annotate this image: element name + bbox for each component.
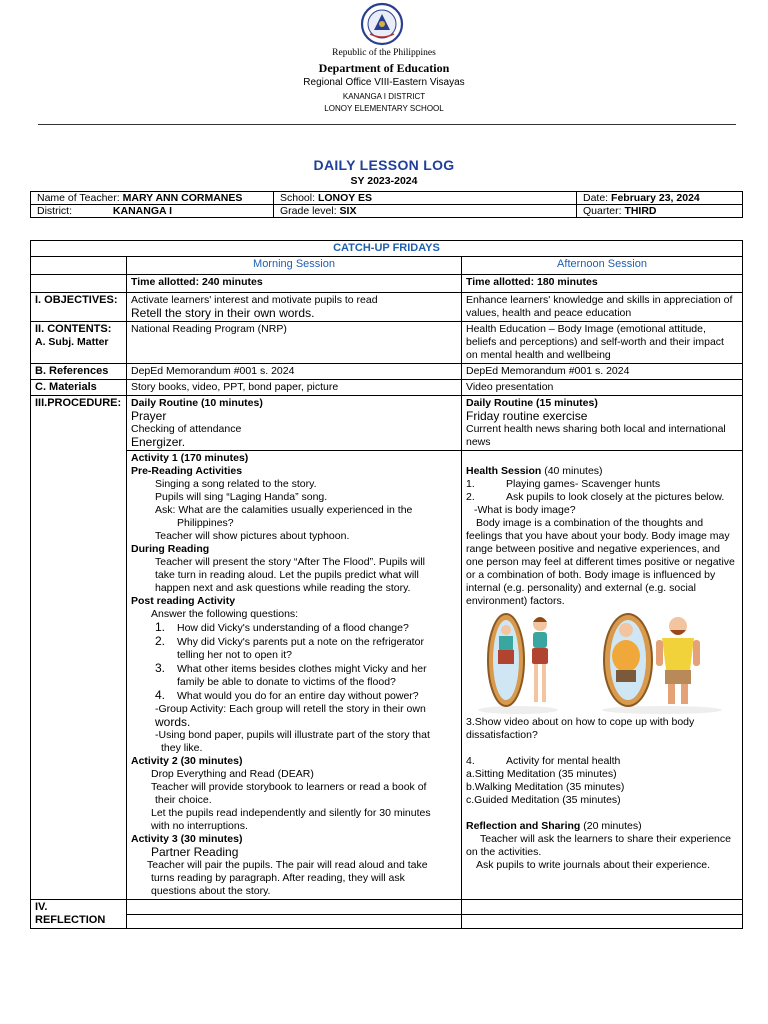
during-reading-text: happen next and ask questions while reading the story. — [155, 582, 411, 594]
pre-reading-item: Ask: What are the calamities usually experienced in the — [155, 504, 413, 516]
item-text: Guided Meditation (35 minutes) — [474, 794, 621, 806]
pre-reading-item: Singing a song related to the story. — [155, 478, 317, 490]
routine-item: Friday routine exercise — [466, 409, 588, 423]
question-text: How did Vicky's understanding of a flood change? — [177, 622, 409, 634]
reflection-sharing-heading — [466, 820, 738, 833]
objectives-morning — [127, 293, 462, 322]
bond-paper-text: -Using bond paper, pupils will illustrate part of the story that — [155, 729, 430, 741]
pre-reading-heading: Pre-Reading Activities — [131, 465, 243, 477]
teacher-cell — [31, 192, 274, 205]
reflection-text: Teacher will ask the learners to share their experience on the activities. — [466, 833, 731, 858]
objectives-label: I. OBJECTIVES: — [31, 293, 127, 322]
question-item: 3. What other items besides clothes might Vicky and her — [155, 661, 427, 675]
contents-label: II. CONTENTS: — [35, 323, 112, 335]
meditation-item — [466, 768, 738, 781]
references-morning: DepEd Memorandum #001 s. 2024 — [127, 364, 462, 380]
reflection-sharing-duration: (20 minutes) — [580, 820, 642, 832]
item-text: Sitting Meditation (35 minutes) — [474, 768, 617, 780]
lesson-table — [30, 240, 743, 929]
date-label: Date: — [583, 192, 609, 204]
reflection-morning — [127, 900, 462, 915]
quarter-cell — [577, 205, 743, 218]
partner-reading-text: Teacher will pair the pupils. The pair will read aloud and take — [147, 859, 428, 871]
dear-heading: Drop Everything and Read (DEAR) — [151, 768, 314, 780]
dear-text: Let the pupils read independently and silently for 30 minutes — [151, 807, 431, 819]
routine-heading: Daily Routine (10 minutes) — [131, 397, 263, 409]
item-letter: c. — [466, 794, 475, 806]
school-label: School: — [280, 192, 316, 204]
date-cell — [577, 192, 743, 205]
grade-label: Grade level: — [280, 205, 337, 217]
post-reading-heading: Post reading Activity — [131, 595, 236, 607]
objectives-afternoon: Enhance learners' knowledge and skills in appreciation of values, health and peace education — [462, 293, 743, 322]
reflection-afternoon — [462, 900, 743, 915]
item-text: Ask pupils to look closely at the pictures below. — [506, 491, 725, 503]
district-label: District: — [37, 205, 72, 217]
question-item: 2. Why did Vicky's parents put a note on the refrigerator — [155, 634, 424, 648]
region-line: Regional Office VIII-Eastern Visayas — [303, 77, 465, 88]
reflection-label — [31, 900, 127, 929]
objective-text: Activate learners' interest and motivate pupils to read — [131, 294, 378, 306]
references-afternoon: DepEd Memorandum #001 s. 2024 — [462, 364, 743, 380]
activity-heading: Activity 2 (30 minutes) — [131, 755, 243, 767]
teacher-label: Name of Teacher: — [37, 192, 120, 204]
teacher-name: MARY ANN CORMANES — [122, 192, 243, 204]
bond-paper-text: they like. — [161, 742, 203, 754]
body-image-mirror-illustration — [466, 608, 736, 716]
item-number: 4. — [466, 755, 475, 767]
question-text: telling her not to open it? — [177, 649, 292, 661]
quarter-label: Quarter: — [583, 205, 622, 217]
reflection-label-text: REFLECTION — [35, 914, 106, 926]
health-item — [466, 755, 738, 768]
partner-reading-heading: Partner Reading — [151, 845, 239, 859]
page-title: DAILY LESSON LOG — [313, 157, 455, 173]
school-year: SY 2023-2024 — [350, 175, 418, 187]
health-item — [466, 491, 738, 504]
quarter-value: THIRD — [624, 205, 657, 217]
body-image-figures — [466, 608, 738, 716]
dear-text: with no interruptions. — [151, 820, 248, 832]
department-line: Department of Education — [318, 61, 450, 75]
post-reading-text: Answer the following questions: — [151, 608, 299, 620]
procedure-label: III.PROCEDURE: — [31, 396, 127, 900]
school-cell — [274, 192, 577, 205]
activity-heading: Activity 3 (30 minutes) — [131, 833, 243, 845]
question-text: Why did Vicky's parents put a note on the refrigerator — [177, 636, 424, 648]
video-item: 3.Show video about on how to cope up with body dissatisfaction? — [466, 716, 695, 741]
contents-afternoon: Health Education – Body Image (emotional attitude, beliefs and perceptions) and self-worth and their impact on mental health and wellbeing — [462, 322, 743, 364]
body-image-definition: Body image is a combination of the thoughts and feelings that you have about your body. Body image may range between positive and negative experiences, and one person may feel at different times positive or negative or a combination of both. Body image is influenced by internal (e.g. personality) and external (e.g. social environment) factors. — [466, 517, 735, 607]
school-line: LONOY ELEMENTARY SCHOOL — [324, 104, 444, 113]
routine-item: Prayer — [131, 409, 167, 423]
meditation-item — [466, 794, 738, 807]
header-divider — [38, 124, 736, 125]
routine-item: Energizer. — [131, 435, 186, 449]
question-text: family be able to donate to victims of the flood? — [177, 676, 396, 688]
blank-cell — [31, 257, 127, 275]
subj-matter-label: A. Subj. Matter — [35, 336, 109, 348]
district-cell — [31, 205, 274, 218]
reflection-morning-2 — [127, 914, 462, 929]
question-item: 4. What would you do for an entire day without power? — [155, 688, 419, 702]
pre-reading-item: Teacher will show pictures about typhoon. — [155, 530, 350, 542]
item-number: 1. — [466, 478, 475, 490]
item-letter: a. — [466, 768, 475, 780]
district-value: KANANGA I — [112, 205, 173, 217]
item-letter: b. — [466, 781, 475, 793]
during-reading-text: Teacher will present the story “After The Flood”. Pupils will — [155, 556, 425, 568]
afternoon-session-header: Afternoon Session — [462, 257, 743, 275]
objective-text: Retell the story in their own words. — [131, 306, 315, 320]
materials-afternoon: Video presentation — [462, 380, 743, 396]
item-text: Playing games- Scavenger hunts — [506, 478, 661, 490]
grade-cell — [274, 205, 577, 218]
dear-text: their choice. — [155, 794, 212, 806]
health-item — [466, 478, 738, 491]
catch-up-header: CATCH-UP FRIDAYS — [31, 241, 743, 257]
group-activity-text: words. — [155, 715, 191, 729]
deped-seal-icon — [356, 2, 408, 46]
pre-reading-item: Pupils will sing “Laging Handa” song. — [155, 491, 328, 503]
activities-afternoon — [462, 451, 743, 900]
contents-label-cell — [31, 322, 127, 364]
item-text: Walking Meditation (35 minutes) — [474, 781, 625, 793]
question-text: What would you do for an entire day without power? — [177, 690, 419, 702]
info-table — [30, 191, 743, 218]
routine-item: Checking of attendance — [131, 423, 242, 435]
pre-reading-item: Philippines? — [177, 517, 234, 529]
health-session-duration: (40 minutes) — [541, 465, 603, 477]
routine-item: Current health news sharing both local and international news — [466, 423, 726, 448]
partner-reading-text: questions about the story. — [151, 885, 271, 897]
question-item: 1. How did Vicky's understanding of a flood change? — [155, 620, 409, 634]
grade-value: SIX — [339, 205, 357, 217]
partner-reading-text: turns reading by paragraph. After reading, they will ask — [151, 872, 405, 884]
daily-routine-afternoon — [462, 396, 743, 451]
school-name: LONOY ES — [317, 192, 373, 204]
health-session-heading — [466, 465, 738, 478]
time-afternoon: Time allotted: 180 minutes — [462, 275, 743, 293]
references-label: B. References — [31, 364, 127, 380]
routine-heading: Daily Routine (15 minutes) — [466, 397, 598, 409]
daily-routine-morning — [127, 396, 462, 451]
reflection-afternoon-2 — [462, 914, 743, 929]
reflection-text: Ask pupils to write journals about their experience. — [476, 859, 711, 871]
dear-text: Teacher will provide storybook to learners or read a book of — [151, 781, 427, 793]
contents-morning: National Reading Program (NRP) — [127, 322, 462, 364]
time-morning: Time allotted: 240 minutes — [127, 275, 462, 293]
republic-line: Republic of the Philippines — [332, 48, 436, 58]
materials-label: C. Materials — [31, 380, 127, 396]
during-reading-text: take turn in reading aloud. Let the pupils predict what will — [155, 569, 419, 581]
reflection-sharing-title: Reflection and Sharing — [466, 820, 581, 832]
item-number: 2. — [466, 491, 475, 503]
body-image-question: -What is body image? — [474, 504, 576, 516]
item-text: Activity for mental health — [506, 755, 621, 767]
reflection-label-number: IV. — [35, 901, 48, 913]
materials-morning: Story books, video, PPT, bond paper, picture — [127, 380, 462, 396]
activity-heading: Activity 1 (170 minutes) — [131, 452, 249, 464]
question-text: What other items besides clothes might Vicky and her — [177, 663, 427, 675]
activities-morning — [127, 451, 462, 900]
group-activity-text: -Group Activity: Each group will retell the story in their own — [155, 703, 426, 715]
during-reading-heading: During Reading — [131, 543, 210, 555]
health-session-title: Health Session — [466, 465, 542, 477]
district-line: KANANGA I DISTRICT — [342, 92, 426, 101]
morning-session-header: Morning Session — [127, 257, 462, 275]
meditation-item — [466, 781, 738, 794]
blank-cell — [31, 275, 127, 293]
date-value: February 23, 2024 — [611, 192, 700, 204]
